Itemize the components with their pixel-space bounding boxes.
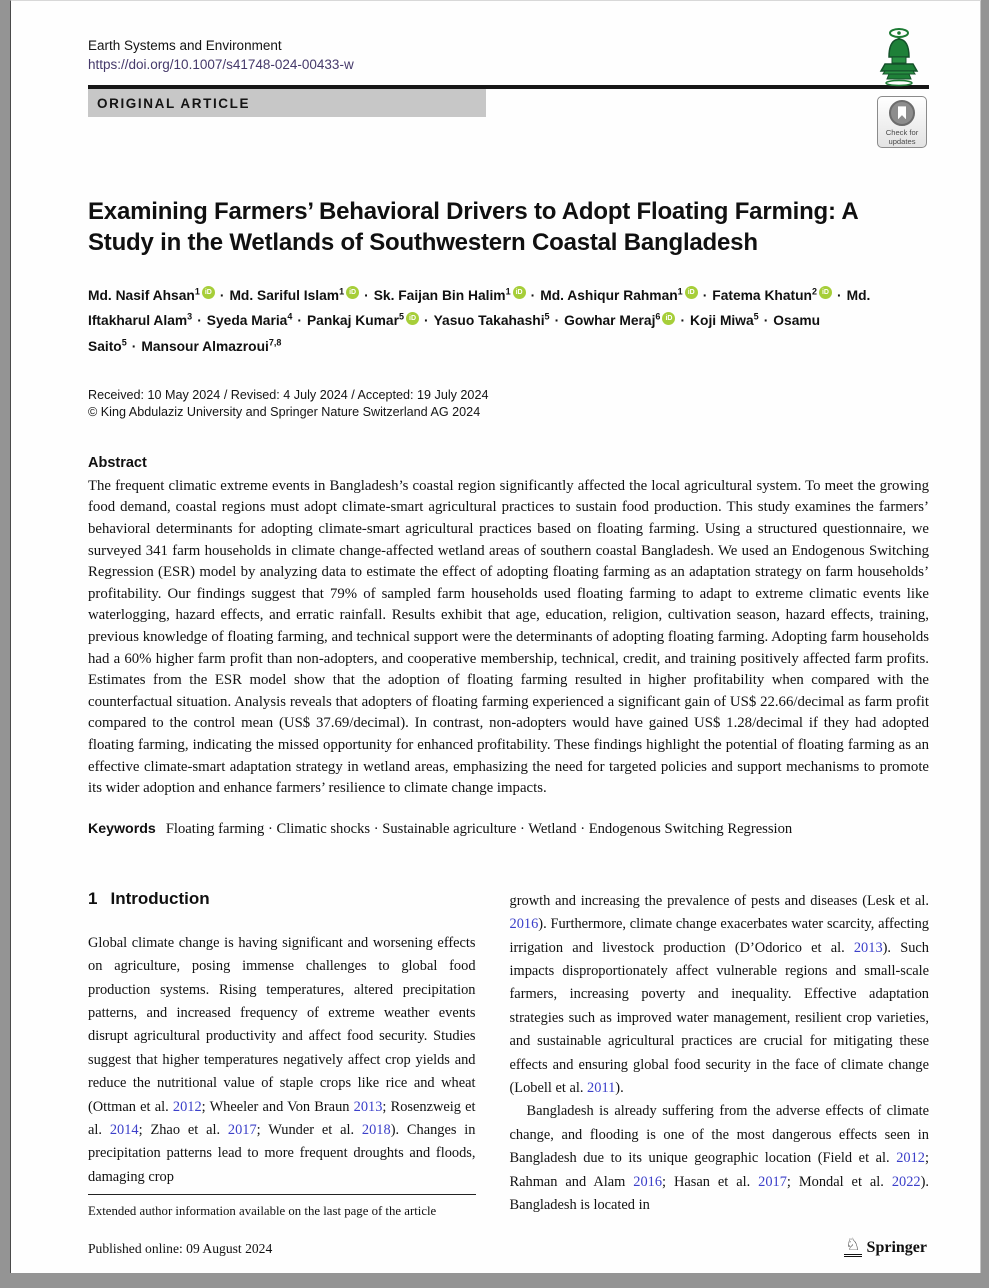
- author-name: Mansour Almazroui: [141, 338, 269, 354]
- author: [434, 313, 550, 328]
- keywords-line: [88, 821, 929, 838]
- author-separator: ·: [530, 287, 536, 303]
- author: [690, 313, 759, 328]
- author-separator: ·: [197, 313, 202, 329]
- bookmark-icon: [889, 100, 915, 126]
- author-affiliation-sup: 5: [753, 311, 759, 322]
- check-badge-line2: updates: [888, 137, 916, 147]
- abstract-section: [88, 455, 929, 800]
- citation-link[interactable]: 2012: [896, 1150, 925, 1167]
- author-affiliation-sup: 4: [287, 311, 293, 322]
- author: [307, 313, 419, 328]
- citation-link[interactable]: 2018: [361, 1121, 391, 1138]
- orcid-icon[interactable]: iD: [662, 312, 675, 325]
- text-run: ; Wunder et al.: [256, 1121, 362, 1138]
- keywords-text: Floating farming · Climatic shocks · Sustainable agriculture · Wetland · Endogenous Switching Regression: [165, 820, 793, 837]
- intro-paragraph-1: [88, 932, 476, 1189]
- author: [712, 288, 832, 303]
- published-online: Published online: 09 August 2024: [88, 1241, 273, 1256]
- citation-link[interactable]: 2017: [758, 1173, 787, 1190]
- article-page: [10, 0, 981, 1273]
- text-run: ). Such impacts disproportionately affect vulnerable regions and small-scale farmers, increasing poverty and inequality. Effective adaptation strategies such as improved water management, resilient crop varieties, and sustainable agricultural practices are crucial for mitigating these effects and ensuring global food security in the face of climate change (Lobell et al.: [509, 939, 929, 1096]
- author-name: Fatema Khatun: [712, 287, 812, 303]
- section-title: Introduction: [110, 888, 210, 908]
- author-separator: ·: [131, 338, 137, 354]
- doi-link[interactable]: https://doi.org/10.1007/s41748-024-00433-w: [88, 56, 354, 72]
- author-name: Koji Miwa: [690, 313, 754, 329]
- author: [141, 339, 281, 354]
- author-name: Md. Sariful Islam: [229, 287, 340, 303]
- text-run: ; Hasan et al.: [662, 1173, 759, 1190]
- text-run: ; Zhao et al.: [138, 1121, 228, 1138]
- author-name: Md. Nasif Ahsan: [88, 287, 195, 303]
- text-run: growth and increasing the prevalence of pests and diseases (Lesk et al.: [509, 892, 929, 909]
- author-affiliation-sup: 7,8: [268, 337, 282, 348]
- section-heading-introduction: [88, 889, 476, 909]
- citation-link[interactable]: 2012: [172, 1098, 202, 1115]
- text-run: ). Bangladesh is located in: [509, 1173, 929, 1213]
- springer-wordmark: Springer: [866, 1239, 927, 1256]
- text-run: ). Furthermore, climate change exacerbates water scarcity, affecting irrigation and livestock production (D’Odorico et al.: [509, 916, 929, 956]
- citation-link[interactable]: 2016: [633, 1173, 663, 1190]
- right-column: [510, 885, 929, 1219]
- author-name: Pankaj Kumar: [306, 313, 399, 329]
- intro-paragraph-1-continued: [510, 890, 929, 1101]
- author-affiliation-sup: 1: [677, 286, 683, 297]
- author-affiliation-sup: 1: [194, 286, 200, 297]
- orcid-icon[interactable]: iD: [819, 286, 832, 299]
- author-separator: ·: [763, 313, 769, 329]
- check-for-updates-button[interactable]: [877, 96, 927, 148]
- author-separator: ·: [836, 287, 842, 303]
- keywords-label: Keywords: [88, 820, 156, 837]
- author-name: Md. Iftakharul Alam: [88, 287, 871, 329]
- journal-name: Earth Systems and Environment: [88, 38, 282, 53]
- author: [207, 313, 293, 328]
- author-separator: ·: [219, 287, 225, 303]
- citation-link[interactable]: 2017: [227, 1121, 257, 1138]
- abstract-heading: Abstract: [88, 454, 147, 471]
- author-separator: ·: [424, 313, 429, 329]
- author: [229, 288, 359, 303]
- copyright-line: © King Abdulaziz University and Springer Nature Switzerland AG 2024: [88, 405, 481, 420]
- author-name: Md. Ashiqur Rahman: [540, 287, 678, 303]
- author: [540, 288, 697, 303]
- citation-link[interactable]: 2014: [109, 1121, 139, 1138]
- author-name: Osamu Saito: [88, 313, 821, 354]
- section-number: 1: [88, 888, 98, 908]
- left-column: [88, 885, 476, 1219]
- author-list: [88, 283, 929, 359]
- journal-header: [88, 37, 929, 75]
- text-run: ; Mondal et al.: [786, 1173, 892, 1190]
- citation-link[interactable]: 2022: [891, 1173, 921, 1190]
- author: [88, 288, 215, 303]
- text-run: ; Rosenzweig et al.: [88, 1098, 476, 1138]
- author-affiliation-sup: 1: [339, 286, 345, 297]
- orcid-icon[interactable]: iD: [346, 286, 359, 299]
- text-run: ). Changes in precipitation patterns lead to more frequent droughts and floods, damaging crop: [88, 1121, 476, 1185]
- text-run: ; Wheeler and Von Braun: [201, 1098, 354, 1115]
- author-affiliation-sup: 6: [655, 311, 661, 322]
- author-affiliation-sup: 1: [505, 286, 511, 297]
- received-revised-accepted: Received: 10 May 2024 / Revised: 4 July 2024 / Accepted: 19 July 2024: [88, 387, 489, 402]
- article-history: [88, 387, 929, 422]
- check-badge-line1: Check for: [885, 128, 919, 138]
- author-name: Yasuo Takahashi: [433, 313, 545, 329]
- body-columns: [88, 885, 929, 1219]
- author-name: Gowhar Meraj: [564, 313, 656, 329]
- author-separator: ·: [364, 287, 369, 303]
- text-run: ).: [615, 1079, 624, 1096]
- author-separator: ·: [702, 287, 708, 303]
- springer-knight-icon: ♘: [844, 1236, 861, 1257]
- orcid-icon[interactable]: iD: [202, 286, 215, 299]
- king-abdulaziz-university-logo-icon: [873, 27, 925, 89]
- author-separator: ·: [554, 313, 560, 329]
- citation-link[interactable]: 2016: [509, 916, 539, 933]
- author-separator: ·: [297, 313, 302, 329]
- citation-link[interactable]: 2011: [587, 1079, 616, 1096]
- citation-link[interactable]: 2013: [853, 939, 883, 956]
- author: [374, 288, 526, 303]
- author-affiliation-sup: 2: [811, 286, 817, 297]
- author-name: Sk. Faijan Bin Halim: [373, 287, 506, 303]
- author-separator: ·: [680, 313, 686, 329]
- author-info-footnote: Extended author information available on the last page of the article: [88, 1194, 476, 1219]
- author-affiliation-sup: 5: [398, 311, 404, 322]
- orcid-icon[interactable]: iD: [513, 286, 526, 299]
- orcid-icon[interactable]: iD: [406, 312, 419, 325]
- text-run: ; Rahman and Alam: [509, 1150, 929, 1190]
- author-name: Syeda Maria: [206, 313, 288, 329]
- abstract-text: The frequent climatic extreme events in Bangladesh’s coastal region significantly affected the local agricultural system. To meet the growing food demand, coastal regions must adopt climate-smart agricultural practices to sustain food production. This study examines the farmers’ behavioral determinants for adopting climate-smart agricultural practices based on floating farming. Using a structured questionnaire, we surveyed 341 farm households in climate change-affected wetland areas of southern coastal Bangladesh. We used an Endogenous Switching Regression (ESR) model by analyzing data to estimate the effect of adopting floating farming as an adaptation strategy on farm households’ profitability. Our findings suggest that 79% of sampled farm households used floating farming to adapt to extreme climatic events like waterlogging, hazard effects, and erratic rainfall. Results exhibit that age, education, religion, cultivation season, hazard effects, training, previous knowledge of floating farming, and technical support were the determinants of adopting floating farming. Adopting farm households had a 60% higher farm profit than non-adopters, and cooperative membership, technical, credit, and training positively affected farm profits. Estimates from the ESR model show that the adoption of floating farming resulted in higher profitability when compared with the counterfactual situation. Analysis reveals that adopters of floating farming experienced a significant gain of US$ 22.66/decimal as farm profit compared to the control mean (US$ 37.69/decimal). In contrast, non-adopters would have gained US$ 1.28/decimal if they had adopted floating farming, indicating the missed opportunity for enhanced profitability. These findings highlight the potential of floating farming as an effective climate-smart adaptation strategy in wetland areas, emphasizing the need for targeted policies and support mechanisms to promote its wider adoption and enhance farmers’ resilience to climate change impacts.: [88, 477, 929, 797]
- orcid-icon[interactable]: iD: [685, 286, 698, 299]
- text-run: Bangladesh is already suffering from the adverse effects of climate change, and flooding is one of the most dangerous effects seen in Bangladesh due to its unique geographic location (Field et al.: [509, 1103, 929, 1167]
- page-footer: [88, 1236, 927, 1257]
- article-title: Examining Farmers’ Behavioral Drivers to Adopt Floating Farming: A Study in the Wetlands of Southwestern Coastal Bangladesh: [88, 198, 858, 256]
- text-run: Global climate change is having significant and worsening effects on agriculture, posing immense challenges to global food production systems. Rising temperatures, altered precipitation patterns, and increased frequency of extreme weather events disrupt agricultural productivity and affect food security. Studies suggest that higher temperatures negatively affect crop yields and reduce the nutritional value of staple crops like rice and wheat (Ottman et al.: [88, 934, 476, 1115]
- author-affiliation-sup: 3: [187, 311, 193, 322]
- author: [564, 313, 675, 328]
- article-type-badge: ORIGINAL ARTICLE: [88, 89, 486, 117]
- author-affiliation-sup: 5: [121, 337, 127, 348]
- citation-link[interactable]: 2013: [353, 1098, 383, 1115]
- springer-brand: [844, 1236, 927, 1257]
- author-affiliation-sup: 5: [544, 311, 550, 322]
- intro-paragraph-2: [510, 1100, 929, 1217]
